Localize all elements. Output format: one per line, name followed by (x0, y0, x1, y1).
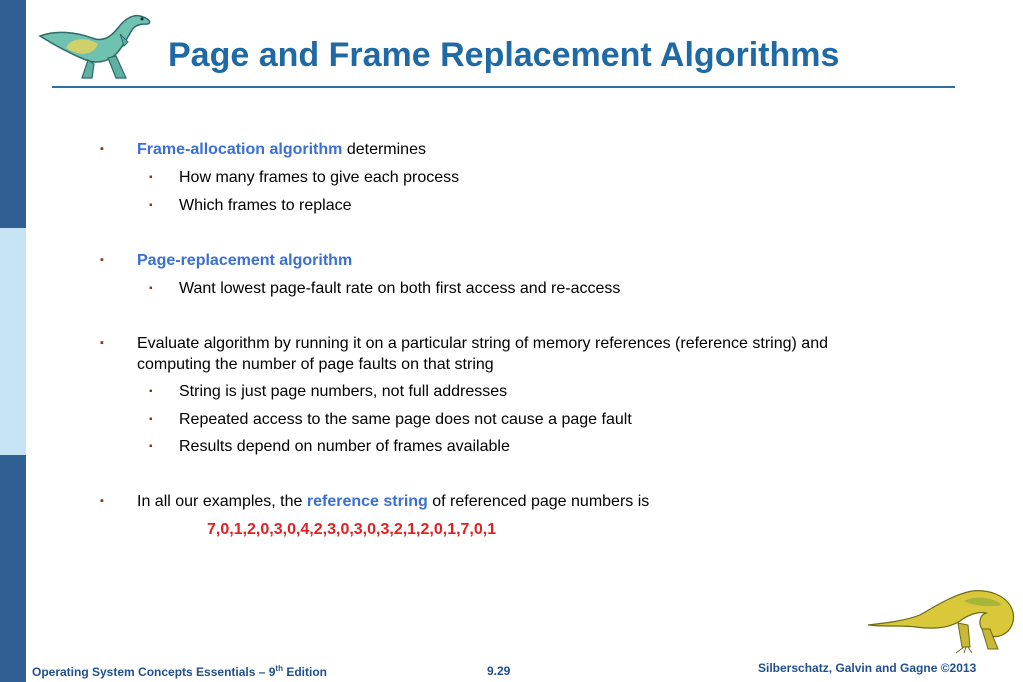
bullet-text: In all our examples, the (137, 493, 307, 510)
reference-string-value: 7,0,1,2,0,3,0,4,2,3,0,3,0,3,2,1,2,0,1,7,0,1 (207, 521, 497, 538)
bullet-evaluate-line2: computing the number of page faults on that string (137, 356, 494, 373)
sub-bullet-item: Which frames to replace (179, 197, 352, 214)
sub-bullet-marker-icon: ▪ (149, 283, 153, 294)
sub-bullet-item: Repeated access to the same page does not cause a page fault (179, 411, 632, 428)
footer-page-number: 9.29 (487, 664, 511, 678)
sub-bullet-item: Want lowest page-fault rate on both first access and re-access (179, 280, 621, 297)
sub-bullet-item: Results depend on number of frames available (179, 438, 510, 455)
footer-book-suffix: Edition (282, 665, 327, 679)
keyword-reference-string: reference string (306, 493, 428, 510)
footer-copyright: Silberschatz, Galvin and Gagne ©2013 (758, 661, 977, 675)
bullet-reference-string (137, 491, 649, 512)
bullet-page-replacement (137, 250, 352, 271)
bullet-marker-icon: ▪ (100, 143, 104, 155)
sub-bullet-marker-icon: ▪ (149, 386, 153, 397)
bullet-evaluate-line1: Evaluate algorithm by running it on a particular string of memory references (reference string) and (137, 335, 828, 352)
sub-bullet-item: String is just page numbers, not full addresses (179, 383, 508, 400)
bullet-marker-icon: ▪ (100, 254, 104, 266)
sub-bullet-marker-icon: ▪ (149, 414, 153, 425)
footer-book-sup: th (275, 664, 283, 673)
footer-book-title (32, 664, 327, 679)
sub-bullet-marker-icon: ▪ (149, 172, 153, 183)
sub-bullet-item: How many frames to give each process (179, 169, 460, 186)
bullet-marker-icon: ▪ (100, 495, 104, 507)
footer-book-prefix: Operating System Concepts Essentials – 9 (32, 665, 276, 679)
sub-bullet-marker-icon: ▪ (149, 441, 153, 452)
bullet-frame-allocation (137, 139, 426, 160)
keyword-page-replacement: Page-replacement algorithm (137, 252, 353, 269)
sub-bullet-marker-icon: ▪ (149, 200, 153, 211)
dinosaur-footer-icon (868, 585, 1018, 657)
bullet-text: of referenced page numbers is (427, 493, 650, 510)
bullet-marker-icon: ▪ (100, 337, 104, 349)
bullet-text: determines (342, 141, 426, 158)
keyword-frame-allocation: Frame-allocation algorithm (137, 141, 343, 158)
page-title: Page and Frame Replacement Algorithms (168, 36, 840, 74)
